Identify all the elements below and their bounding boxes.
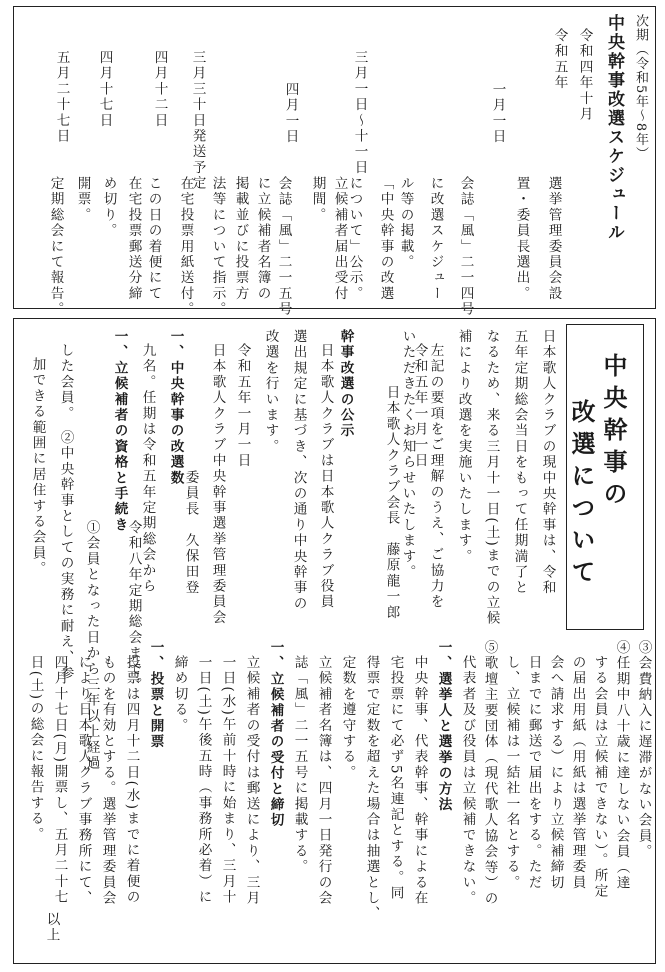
section-body-line: 立候補者名簿は、四月一日発行の会 [315, 655, 332, 907]
public-date: 令和五年一月一日 [234, 343, 251, 469]
schedule-text: ル等の掲載。 [397, 176, 414, 271]
public-org: 日本歌人クラブ中央幹事選挙管理委員会 [209, 343, 226, 626]
schedule-heading: 中央幹事改選スケジュール [604, 14, 624, 242]
section-heading: 一、投票と開票 [147, 640, 164, 750]
section-body-line: 立候補者の受付は郵送により、三月 [243, 655, 260, 907]
candidate-condition-item: 代表者及び役員は立候補できない。 [459, 655, 476, 907]
notice-intro-line: なるため、来る三月十一日(土)までの立候 [483, 329, 500, 627]
schedule-text: 「中央幹事の改選 [377, 176, 394, 302]
schedule-text: 在宅投票郵送分締 [125, 176, 142, 302]
schedule-text: この日の着便にて [145, 176, 162, 302]
schedule-text: 法等について指示。 [209, 176, 226, 318]
candidate-qualification-item: した会員。 [57, 343, 74, 422]
section-heading: 一、中央幹事の改選数 [167, 329, 184, 486]
section-heading: 一、立候補者の受付と締切 [267, 640, 284, 829]
notice-title-line-2: 改選について [567, 399, 595, 591]
notice-intro-line: 左記の要項をご理解のうえ、ご協力を [427, 343, 444, 610]
public-heading: 幹事改選の公示 [337, 329, 354, 439]
candidate-condition-item: ④任期中八十歳に達しない会員（達 [613, 640, 630, 892]
schedule-text: 会誌「風」二一五号 [275, 176, 292, 318]
section-body-line: 宅投票にて必ず5名連記とする。同 [387, 655, 404, 902]
public-chair: 委員長 久保田登 [182, 470, 199, 596]
schedule-text: 定期総会にて報告。 [47, 176, 64, 318]
public-body-line: 改選を行います。 [262, 329, 279, 455]
candidate-qualification-item: ①会員となった日から三年以上経過 [83, 520, 100, 772]
section-body-line: 定数を遵守する。 [339, 655, 356, 781]
schedule-text: め切り。 [100, 176, 117, 239]
schedule-date: 一月一日 [489, 82, 506, 145]
schedule-text: に立候補者名簿の [254, 176, 271, 302]
schedule-period: 次期（令和5年～8年） [633, 14, 648, 161]
schedule-text: 会誌「風」二一四号 [457, 176, 474, 318]
section-body-line: 九名。任期は令和五年定期総会から [139, 343, 156, 595]
public-body-line: 日本歌人クラブは日本歌人クラブ役員 [317, 343, 334, 610]
schedule-text: について」公示。 [346, 176, 363, 302]
candidate-condition-item: ⑤歌壇主要団体（現代歌人協会等）の [481, 640, 498, 907]
schedule-date: 四月十二日 [151, 50, 168, 129]
candidate-qualification-item: ②中央幹事としての実務に耐え、参 [57, 430, 74, 682]
notice-intro-line: いただきたくお知らせいたします。 [399, 329, 416, 581]
section-body-line: 令和八年定期総会まで。 [125, 520, 142, 693]
schedule-date: 令和五年 [551, 28, 568, 91]
section-body-line: 投票は四月十二日(水)までに着便の [123, 655, 140, 906]
notice-intro-line: 五年定期総会当日をもって任期満了と [511, 329, 528, 596]
section-body-line: 締め切る。 [171, 655, 188, 734]
closing-mark: 以上 [43, 912, 60, 944]
section-body-line: 得票で定数を超えた場合は抽選とし、 [363, 655, 380, 922]
section-body-line: 日(土)の総会に報告する。 [27, 655, 44, 843]
schedule-text: 選挙管理委員会設 [545, 176, 562, 302]
section-heading: 一、選挙人と選挙の方法 [435, 640, 452, 813]
schedule-text: 掲載並びに投票方 [232, 176, 249, 302]
notice-intro-signature: 日本歌人クラブ会長 藤原龍一郎 [383, 385, 400, 621]
notice-intro-date: 令和五年一月一日 [411, 343, 428, 469]
schedule-date: 四月十七日 [96, 50, 113, 129]
section-body-line: 中央幹事、代表幹事、幹事による在 [411, 655, 428, 907]
schedule-text: 在宅投票用紙送付。 [177, 176, 194, 318]
candidate-condition-item: 会へ請求する）により立候補締切 [547, 655, 564, 891]
section-body-line: 四月十七日(月)開票し、五月二十七 [51, 655, 68, 906]
notice-intro-line: 補により改選を実施いたします。 [455, 329, 472, 565]
schedule-text: 開票。 [74, 176, 91, 224]
schedule-date: 令和四年十月 [576, 28, 593, 123]
schedule-text: 立候補者届出受付 [331, 176, 348, 302]
section-body-line: ものを有効とする。選挙管理委員会 [99, 655, 116, 907]
public-body-line: 選出規定に基づき、次の通り中央幹事の [290, 329, 307, 612]
section-body-line: により日本歌人クラブ事務所にて、 [75, 655, 92, 907]
schedule-text: 置・委員長選出。 [513, 176, 530, 302]
schedule-date: 五月二十七日 [53, 50, 70, 145]
candidate-condition-item: の届出用紙（用紙は選挙管理委員 [569, 655, 586, 891]
notice-intro-line: 日本歌人クラブの現中央幹事は、令和 [539, 329, 556, 596]
candidate-condition-item: する会員は立候補できない）。所定 [591, 655, 608, 900]
section-body-line: 一日(水)午前十時に始まり、三月十 [219, 655, 236, 906]
candidate-condition-item: し、立候補は一結社一名とする。 [503, 655, 520, 891]
schedule-text: 期間。 [309, 176, 326, 224]
schedule-date: 四月一日 [282, 82, 299, 145]
schedule-date: 三月一日～十一日 [351, 50, 368, 176]
notice-title-line-1: 中央幹事の [599, 353, 627, 513]
section-heading: 一、立候補者の資格と手続き [111, 329, 128, 534]
candidate-condition-item: ③会費納入に遅滞がない会員。 [635, 640, 652, 860]
notice-title-box [566, 324, 644, 630]
candidate-qualification-item: 加できる範囲に居住する会員。 [29, 357, 46, 577]
schedule-date: 三月三十日発送予定 [189, 50, 206, 192]
candidate-condition-item: 日までに郵送で届出をする。ただ [525, 655, 542, 891]
section-body-line: 誌「風」二一五号に掲載する。 [291, 655, 308, 875]
section-body-line: 一日(土)午後五時（事務所必着）に [195, 655, 212, 906]
schedule-text: に改選スケジュー [427, 176, 444, 302]
